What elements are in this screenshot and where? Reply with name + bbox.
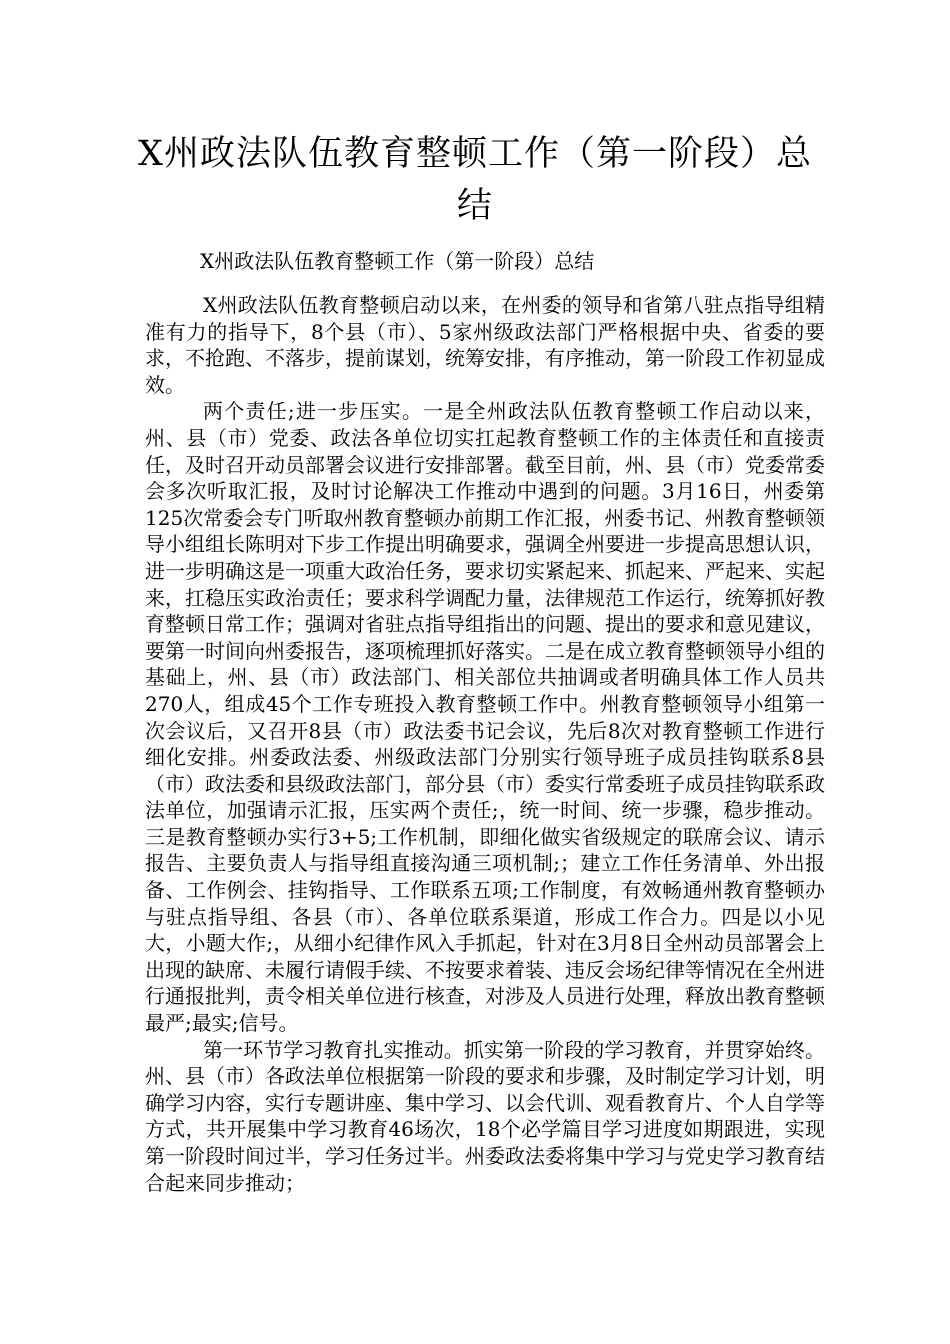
document-subtitle: X州政法队伍教育整顿工作（第一阶段）总结 bbox=[200, 249, 595, 273]
paragraph: 第一环节学习教育扎实推动。抓实第一阶段的学习教育，并贯穿始终。州、县（市）各政法单位根据第一阶段的要求和步骤，及时制定学习计划，明确学习内容，实行专题讲座、集中学习、以会代训、观看教育片、个人自学等方式，共开展集中学习教育46场次，18个必学篇目学习进度如期跟进，实现第一阶段时间过半，学习任务过半。州委政法委将集中学习与党史学习教育结合起来同步推动； bbox=[145, 1037, 825, 1195]
document-body bbox=[145, 292, 825, 1196]
document-title: X州政法队伍教育整顿工作（第一阶段）总结 bbox=[138, 134, 812, 226]
paragraph: X州政法队伍教育整顿启动以来，在州委的领导和省第八驻点指导组精准有力的指导下，8个县（市）、5家州级政法部门严格根据中央、省委的要求，不抢跑、不落步，提前谋划，统筹安排，有序推动，第一阶段工作初显成效。 bbox=[145, 293, 825, 397]
paragraph: 两个责任;进一步压实。一是全州政法队伍教育整顿工作启动以来，州、县（市）党委、政法各单位切实扛起教育整顿工作的主体责任和直接责任，及时召开动员部署会议进行安排部署。截至目前，州、县（市）党委常委会多次听取汇报，及时讨论解决工作推动中遇到的问题。3月16日，州委第125次常委会专门听取州教育整顿办前期工作汇报，州委书记、州教育整顿领导小组组长陈明对下步工作提出明确要求，强调全州要进一步提高思想认识，进一步明确这是一项重大政治任务，要求切实紧起来、抓起来、严起来、实起来，扛稳压实政治责任；要求科学调配力量，法律规范工作运行，统筹抓好教育整顿日常工作；强调对省驻点指导组指出的问题、提出的要求和意见建议，要第一时间向州委报告，逐项梳理抓好落实。二是在成立教育整顿领导小组的基础上，州、县（市）政法部门、相关部位共抽调或者明确具体工作人员共270人，组成45个工作专班投入教育整顿工作中。州教育整顿领导小组第一次会议后，又召开8县（市）政法委书记会议，先后8次对教育整顿工作进行细化安排。州委政法委、州级政法部门分别实行领导班子成员挂钩联系8县（市）政法委和县级政法部门，部分县（市）委实行常委班子成员挂钩联系政法单位，加强请示汇报，压实两个责任;，统一时间、统一步骤，稳步推动。三是教育整顿办实行3+5;工作机制，即细化做实省级规定的联席会议、请示报告、主要负责人与指导组直接沟通三项机制;；建立工作任务清单、外出报备、工作例会、挂钩指导、工作联系五项;工作制度，有效畅通州教育整顿办与驻点指导组、各县（市）、各单位联系渠道，形成工作合力。四是以小见大，小题大作;，从细小纪律作风入手抓起，针对在3月8日全州动员部署会上出现的缺席、未履行请假手续、不按要求着装、违反会场纪律等情况在全州进行通报批判，责令相关单位进行核查，对涉及人员进行处理，释放出教育整顿最严;最实;信号。 bbox=[145, 399, 825, 1036]
